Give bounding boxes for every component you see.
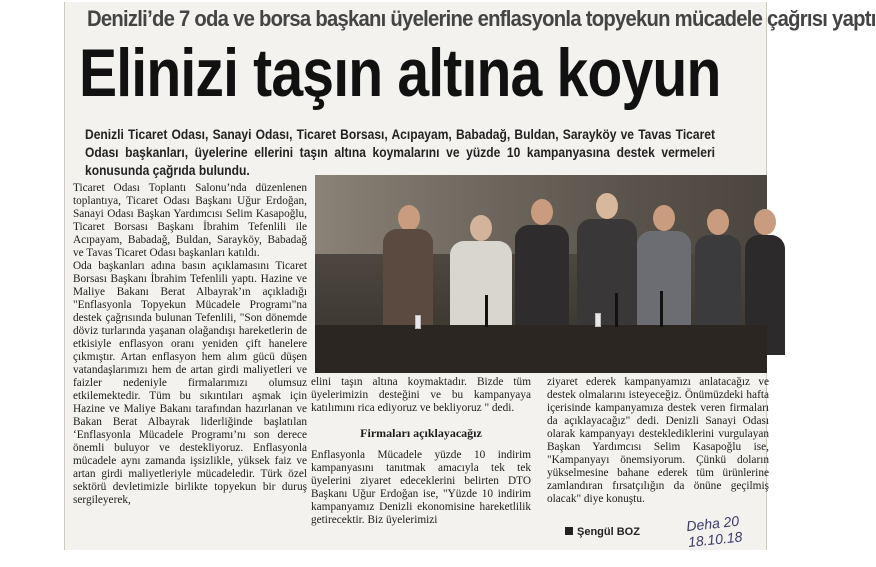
byline-square-icon <box>565 527 573 535</box>
paragraph: elini taşın altına koymaktadır. Bizde tüm üyelerimizin desteğini ve bu kampanyaya katılımını rica ediyoruz ve bekliyoruz " dedi. <box>311 376 531 414</box>
byline-text: Şengül BOZ <box>577 526 640 538</box>
paragraph: Ticaret Odası Toplantı Salonu’nda düzenlenen toplantıya, Ticaret Odası Başkanı Uğur Erdoğan, Sanayi Odası Başkan Yardımcısı Selim Kasapoğlu, Ticaret Borsası Başkanı İbrahim Tefenlili ile Acıpayam, Babadağ, Buldan, Sarayköy, Babadağ ve Tavas Ticaret Odası başkanları katıldı. <box>73 182 307 259</box>
photo-microphone <box>615 293 618 327</box>
newspaper-clipping <box>64 2 876 551</box>
article-deck: Denizli Ticaret Odası, Sanayi Odası, Ticaret Borsası, Acıpayam, Babadağ, Buldan, Sarayköy ve Tavas Ticaret Odası başkanları, üyelerine ellerini taşın altına koymalarını ve yüzde 10 kampanyasına destek vermeleri konusunda çağrıda bulundu. <box>85 127 715 178</box>
photo-cup <box>595 313 601 327</box>
paragraph: Oda başkanları adına basın açıklamasını Ticaret Borsası Başkanı İbrahim Tefenlili yaptı. Hazine ve Maliye Bakanı Berat Albayrak’ın açıkladığı "Enflasyonla Topyekun Mücadele Programı"na destek çağrısında bulunan Tefenlili, "Son dönemde döviz turlarında yaşanan olağandışı hareketlerin de etkisiyle enflasyon oranı yeniden çift hanelere çıkmıştır. Artan enflasyon hem alım gücü düşen vatandaşlarımızı hem de artan girdi maliyetleri ve faizler nedeniyle firmalarımızı olumsuz etkilemektedir. Tüm bu sıkıntıları aşmak için Hazine ve Maliye Bakanı tarafından hazırlanan ve Bakan Berat Albayrak liderliğinde başlatılan ‘Enflasyonla Mücadele Programı’nı son derece önemli buluyor ve destekliyoruz. Enflasyonla mücadele aynı zamanda işsizlikle, yüksek faiz ve artan girdi maliyetleriyle mücadeledir. Türk özel sektörü devletimizle birlikte topyekun bir duruş sergileyerek, <box>73 260 307 506</box>
photo-microphone <box>660 291 663 327</box>
handwritten-date-stamp: Deha 20 18.10.18 <box>685 512 744 551</box>
article-kicker: Denizli’de 7 oda ve borsa başkanı üyelerine enflasyonla topyekun mücadele çağrısı yaptı <box>87 6 876 31</box>
article-column-1 <box>73 182 307 534</box>
paragraph: Enflasyonla Mücadele yüzde 10 indirim kampanyasını tanıtmak amacıyla tek tek üyelerini ziyaret edeceklerini belirten DTO Başkanı Uğur Erdoğan ise, "Yüzde 10 indirim kampanyamız Denizli ekonomisine hareketlilik getirecektir. Biz üyelerimizi <box>311 449 531 526</box>
paragraph: ziyaret ederek kampanyamızı anlatacağız ve destek olmalarını isteyeceğiz. Önümüzdeki hafta içerisinde kampanyamıza destek veren firmaları da açıklayacağız" dedi. Denizli Sanayi Odası olarak kampanyayı desteklediklerini vurgulayan Başkan Yardımcısı Selim Kasapoğlu ise, "Kampanyayı önemsiyorum. Çünkü doların yükselmesine bahane ederek tüm ürünlerine zamlandıran fırsatçılığın da önüne geçilmiş olacak" diye konuştu. <box>547 376 769 505</box>
photo-microphone <box>485 295 488 327</box>
article-headline: Elinizi taşın altına koyun <box>79 35 721 111</box>
article-column-3 <box>547 376 769 526</box>
photo-cup <box>415 315 421 329</box>
article-subhead: Firmaları açıklayacağız <box>360 426 482 440</box>
meeting-photo <box>315 175 767 373</box>
article-column-2 <box>311 376 531 526</box>
photo-table <box>315 325 767 373</box>
article-byline <box>565 526 640 538</box>
